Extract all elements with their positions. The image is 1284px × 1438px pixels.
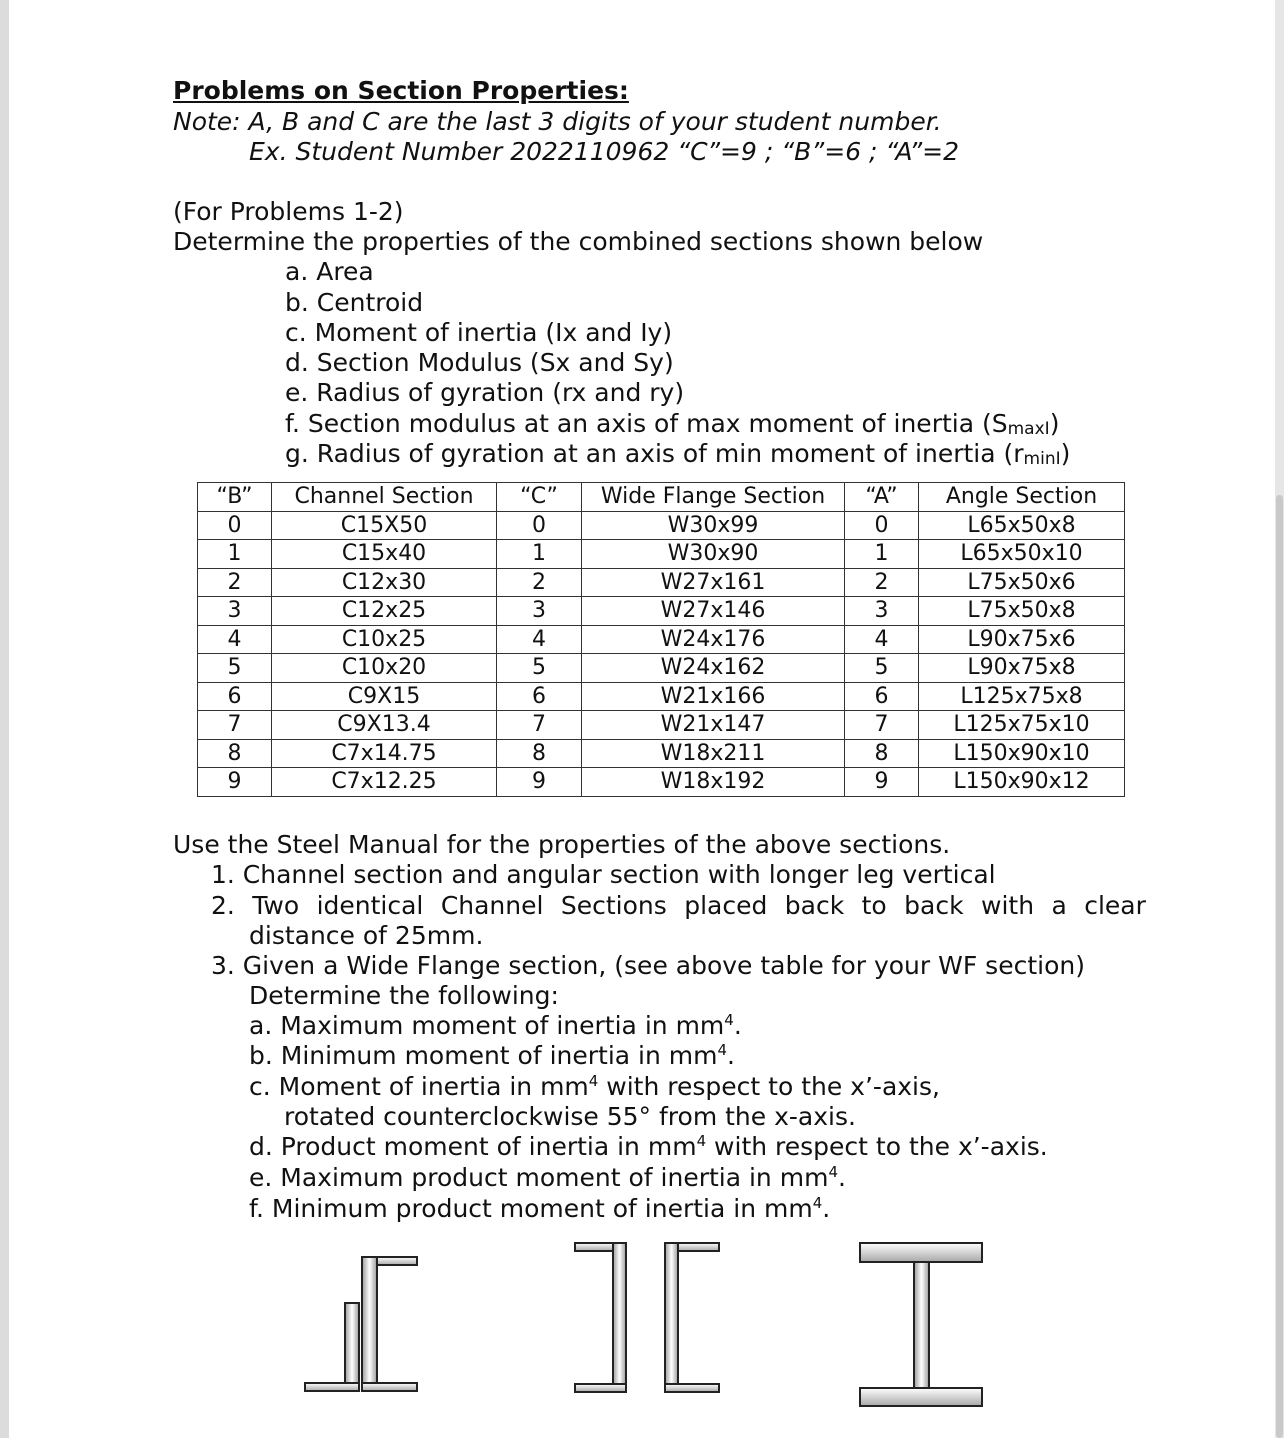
header-angle: Angle Section bbox=[919, 483, 1125, 512]
cell-wide-flange-section: W27x146 bbox=[582, 597, 845, 626]
cell-c-value: 7 bbox=[497, 711, 582, 740]
cell-c-value: 2 bbox=[497, 568, 582, 597]
problem-2-continued: distance of 25mm. bbox=[249, 921, 484, 950]
cell-c-value: 5 bbox=[497, 654, 582, 683]
property-g: g. Radius of gyration at an axis of min moment of inertia $(r_{minI})$ bbox=[285, 439, 1071, 469]
cell-wide-flange-section: W27x161 bbox=[582, 568, 845, 597]
instruction-line: Determine the properties of the combined sections shown below bbox=[173, 227, 984, 256]
problem-3-c: c. Moment of inertia in $mm^4$ with respect to the x’-axis, bbox=[249, 1072, 940, 1101]
document-title: Problems on Section Properties: bbox=[173, 76, 629, 105]
cell-channel-section: C15X50 bbox=[272, 511, 497, 540]
property-c: c. Moment of inertia (Ix and Iy) bbox=[285, 318, 673, 347]
channel-bottom-flange bbox=[362, 1383, 417, 1391]
cell-channel-section: C10x20 bbox=[272, 654, 497, 683]
example-line: Ex. Student Number 2022110962 “C”=9 ; “B”=6 ; “A”=2 bbox=[249, 137, 959, 166]
cell-b-value: 9 bbox=[198, 768, 272, 797]
note-line: Note: A, B and C are the last 3 digits of your student number. bbox=[173, 107, 942, 136]
cell-a-value: 8 bbox=[845, 739, 919, 768]
problem-3-continued: Determine the following: bbox=[249, 981, 559, 1010]
right-channel-web bbox=[665, 1243, 678, 1392]
cell-channel-section: C12x25 bbox=[272, 597, 497, 626]
property-e: e. Radius of gyration (rx and ry) bbox=[285, 378, 685, 407]
left-channel-web bbox=[613, 1243, 626, 1392]
cell-c-value: 3 bbox=[497, 597, 582, 626]
steel-manual-line: Use the Steel Manual for the properties of the above sections. bbox=[173, 830, 951, 859]
problem-2: 2. Two identical Channel Sections placed back to back with a clear bbox=[211, 891, 1146, 920]
cell-angle-section: L75x50x8 bbox=[919, 597, 1125, 626]
problem-3-e: e. Maximum product moment of inertia in $mm^4$. bbox=[249, 1163, 846, 1192]
cell-c-value: 1 bbox=[497, 540, 582, 569]
cell-channel-section: C7x12.25 bbox=[272, 768, 497, 797]
cell-wide-flange-section: W24x176 bbox=[582, 625, 845, 654]
problem-3: 3. Given a Wide Flange section, (see above table for your WF section) bbox=[211, 951, 1085, 980]
problems-header: (For Problems 1-2) bbox=[173, 197, 404, 226]
property-f: f. Section modulus at an axis of max moment of inertia $(S_{maxI})$ bbox=[285, 409, 1060, 439]
cell-wide-flange-section: W30x99 bbox=[582, 511, 845, 540]
cell-b-value: 8 bbox=[198, 739, 272, 768]
property-d: d. Section Modulus (Sx and Sy) bbox=[285, 348, 674, 377]
header-c: “C” bbox=[497, 483, 582, 512]
cell-a-value: 0 bbox=[845, 511, 919, 540]
cell-channel-section: C9X15 bbox=[272, 682, 497, 711]
cell-b-value: 4 bbox=[198, 625, 272, 654]
cell-b-value: 6 bbox=[198, 682, 272, 711]
cell-channel-section: C9X13.4 bbox=[272, 711, 497, 740]
header-wide-flange: Wide Flange Section bbox=[582, 483, 845, 512]
problem-3-c-continued: rotated counterclockwise 55° from the x-axis. bbox=[284, 1102, 856, 1131]
header-a: “A” bbox=[845, 483, 919, 512]
cell-c-value: 6 bbox=[497, 682, 582, 711]
header-b: “B” bbox=[198, 483, 272, 512]
cell-a-value: 1 bbox=[845, 540, 919, 569]
problem-3-d: d. Product moment of inertia in $mm^4$ with respect to the x’-axis. bbox=[249, 1132, 1048, 1161]
cell-angle-section: L125x75x10 bbox=[919, 711, 1125, 740]
angle-horizontal-leg bbox=[305, 1383, 359, 1391]
cell-angle-section: L150x90x12 bbox=[919, 768, 1125, 797]
cell-c-value: 0 bbox=[497, 511, 582, 540]
cell-b-value: 0 bbox=[198, 511, 272, 540]
cell-a-value: 6 bbox=[845, 682, 919, 711]
cell-angle-section: L65x50x8 bbox=[919, 511, 1125, 540]
cell-wide-flange-section: W30x90 bbox=[582, 540, 845, 569]
cell-a-value: 7 bbox=[845, 711, 919, 740]
problem-3-b: b. Minimum moment of inertia in $mm^4$. bbox=[249, 1041, 735, 1070]
cell-wide-flange-section: W21x147 bbox=[582, 711, 845, 740]
scrollbar-thumb[interactable] bbox=[1276, 495, 1283, 1438]
wide-flange-figure bbox=[860, 1243, 982, 1406]
wf-top-flange bbox=[860, 1243, 982, 1262]
cell-a-value: 5 bbox=[845, 654, 919, 683]
cell-c-value: 4 bbox=[497, 625, 582, 654]
cell-b-value: 3 bbox=[198, 597, 272, 626]
cell-a-value: 2 bbox=[845, 568, 919, 597]
cell-angle-section: L75x50x6 bbox=[919, 568, 1125, 597]
cell-channel-section: C12x30 bbox=[272, 568, 497, 597]
cell-b-value: 2 bbox=[198, 568, 272, 597]
wf-web bbox=[914, 1262, 929, 1388]
cell-wide-flange-section: W18x211 bbox=[582, 739, 845, 768]
cell-b-value: 1 bbox=[198, 540, 272, 569]
cell-a-value: 3 bbox=[845, 597, 919, 626]
scrollbar[interactable] bbox=[1275, 0, 1284, 1438]
cell-angle-section: L150x90x10 bbox=[919, 739, 1125, 768]
cell-wide-flange-section: W18x192 bbox=[582, 768, 845, 797]
cell-b-value: 5 bbox=[198, 654, 272, 683]
cell-a-value: 4 bbox=[845, 625, 919, 654]
wf-bottom-flange bbox=[860, 1388, 982, 1406]
cell-b-value: 7 bbox=[198, 711, 272, 740]
cell-channel-section: C7x14.75 bbox=[272, 739, 497, 768]
channel-web bbox=[362, 1257, 377, 1391]
problem-1: 1. Channel section and angular section with longer leg vertical bbox=[211, 860, 996, 889]
left-channel-bottom-flange bbox=[575, 1384, 626, 1392]
property-b: b. Centroid bbox=[285, 288, 424, 317]
back-to-back-channels-figure bbox=[575, 1243, 719, 1392]
header-channel: Channel Section bbox=[272, 483, 497, 512]
cell-angle-section: L90x75x8 bbox=[919, 654, 1125, 683]
cell-channel-section: C15x40 bbox=[272, 540, 497, 569]
cell-wide-flange-section: W24x162 bbox=[582, 654, 845, 683]
angle-vertical-leg bbox=[345, 1303, 359, 1383]
cell-angle-section: L65x50x10 bbox=[919, 540, 1125, 569]
cell-channel-section: C10x25 bbox=[272, 625, 497, 654]
cell-a-value: 9 bbox=[845, 768, 919, 797]
cell-angle-section: L125x75x8 bbox=[919, 682, 1125, 711]
cell-wide-flange-section: W21x166 bbox=[582, 682, 845, 711]
cell-c-value: 8 bbox=[497, 739, 582, 768]
cell-angle-section: L90x75x6 bbox=[919, 625, 1125, 654]
property-a: a. Area bbox=[285, 257, 374, 286]
cell-c-value: 9 bbox=[497, 768, 582, 797]
problem-3-f: f. Minimum product moment of inertia in $mm^4$. bbox=[249, 1194, 831, 1223]
right-channel-bottom-flange bbox=[665, 1384, 719, 1392]
channel-angle-figure bbox=[305, 1257, 417, 1391]
problem-3-a: a. Maximum moment of inertia in $mm^4$. bbox=[249, 1011, 742, 1040]
